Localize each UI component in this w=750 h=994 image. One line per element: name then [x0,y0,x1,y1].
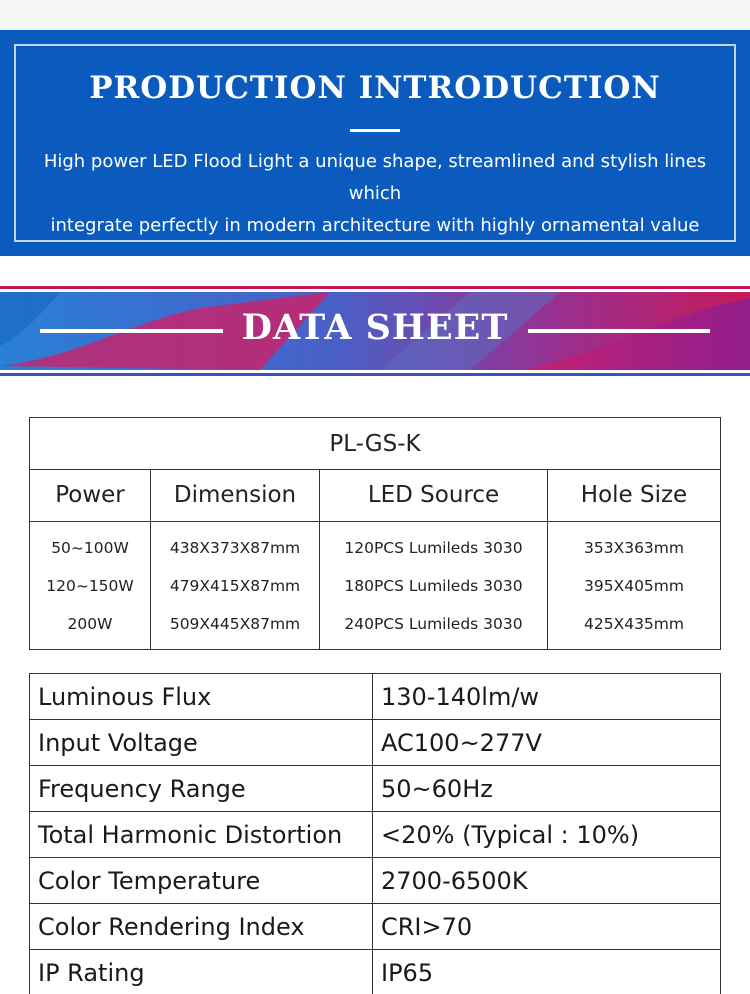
param-value: AC100~277V [381,729,542,757]
column-led-source [320,522,548,649]
cell-led-source: 180PCS Lumileds 3030 [344,577,523,595]
cell-hole-size: 395X405mm [584,577,684,595]
intro-title: PRODUCTION INTRODUCTION [89,70,661,106]
param-row-ip-rating [30,950,720,994]
param-value: CRI>70 [381,913,473,941]
param-label: Frequency Range [30,766,373,812]
cell-dimension: 479X415X87mm [169,577,301,595]
cell-power: 120~150W [46,577,134,595]
cell-power: 50~100W [51,539,129,557]
cell-dimension: 509X445X87mm [169,615,301,633]
cell-power: 200W [67,615,113,633]
banner-line-right [528,329,710,333]
param-row-color-temperature [30,858,720,904]
param-value: 2700-6500K [381,867,528,895]
param-row-luminous-flux [30,674,720,720]
intro-description [20,146,730,242]
intro-line-1: High power LED Flood Light a unique shape, streamlined and stylish lines which [43,151,707,204]
cell-dimension: 438X373X87mm [169,539,301,557]
cell-led-source: 120PCS Lumileds 3030 [344,539,523,557]
cell-led-source: 240PCS Lumileds 3030 [344,615,523,633]
model-name: PL-GS-K [30,418,720,470]
column-power [30,522,151,649]
param-row-frequency-range [30,766,720,812]
param-row-input-voltage [30,720,720,766]
intro-divider [350,129,400,132]
param-label: Color Temperature [30,858,373,904]
param-label: IP Rating [30,950,373,994]
column-hole-size [548,522,720,649]
header-dimension: Dimension [151,470,320,522]
param-label: Luminous Flux [30,674,373,720]
param-value: 130-140lm/w [381,683,540,711]
param-row-cri [30,904,720,950]
banner-title: DATA SHEET [241,307,509,348]
spec-table [29,417,721,650]
param-value: 50~60Hz [381,775,493,803]
param-value: IP65 [381,959,434,987]
data-sheet-banner [0,286,750,376]
param-label: Color Rendering Index [30,904,373,950]
cell-hole-size: 353X363mm [584,539,684,557]
param-label: Input Voltage [30,720,373,766]
header-power: Power [30,470,151,522]
param-label: Total Harmonic Distortion [30,812,373,858]
column-dimension [151,522,320,649]
parameter-table [29,673,721,994]
header-hole-size: Hole Size [548,470,720,522]
param-row-thd [30,812,720,858]
intro-line-2: integrate perfectly in modern architecture with highly ornamental value [50,215,700,236]
cell-hole-size: 425X435mm [584,615,684,633]
param-value: <20% (Typical : 10%) [381,821,640,849]
top-strip [0,0,750,30]
header-led-source: LED Source [320,470,548,522]
production-introduction-section [0,30,750,256]
